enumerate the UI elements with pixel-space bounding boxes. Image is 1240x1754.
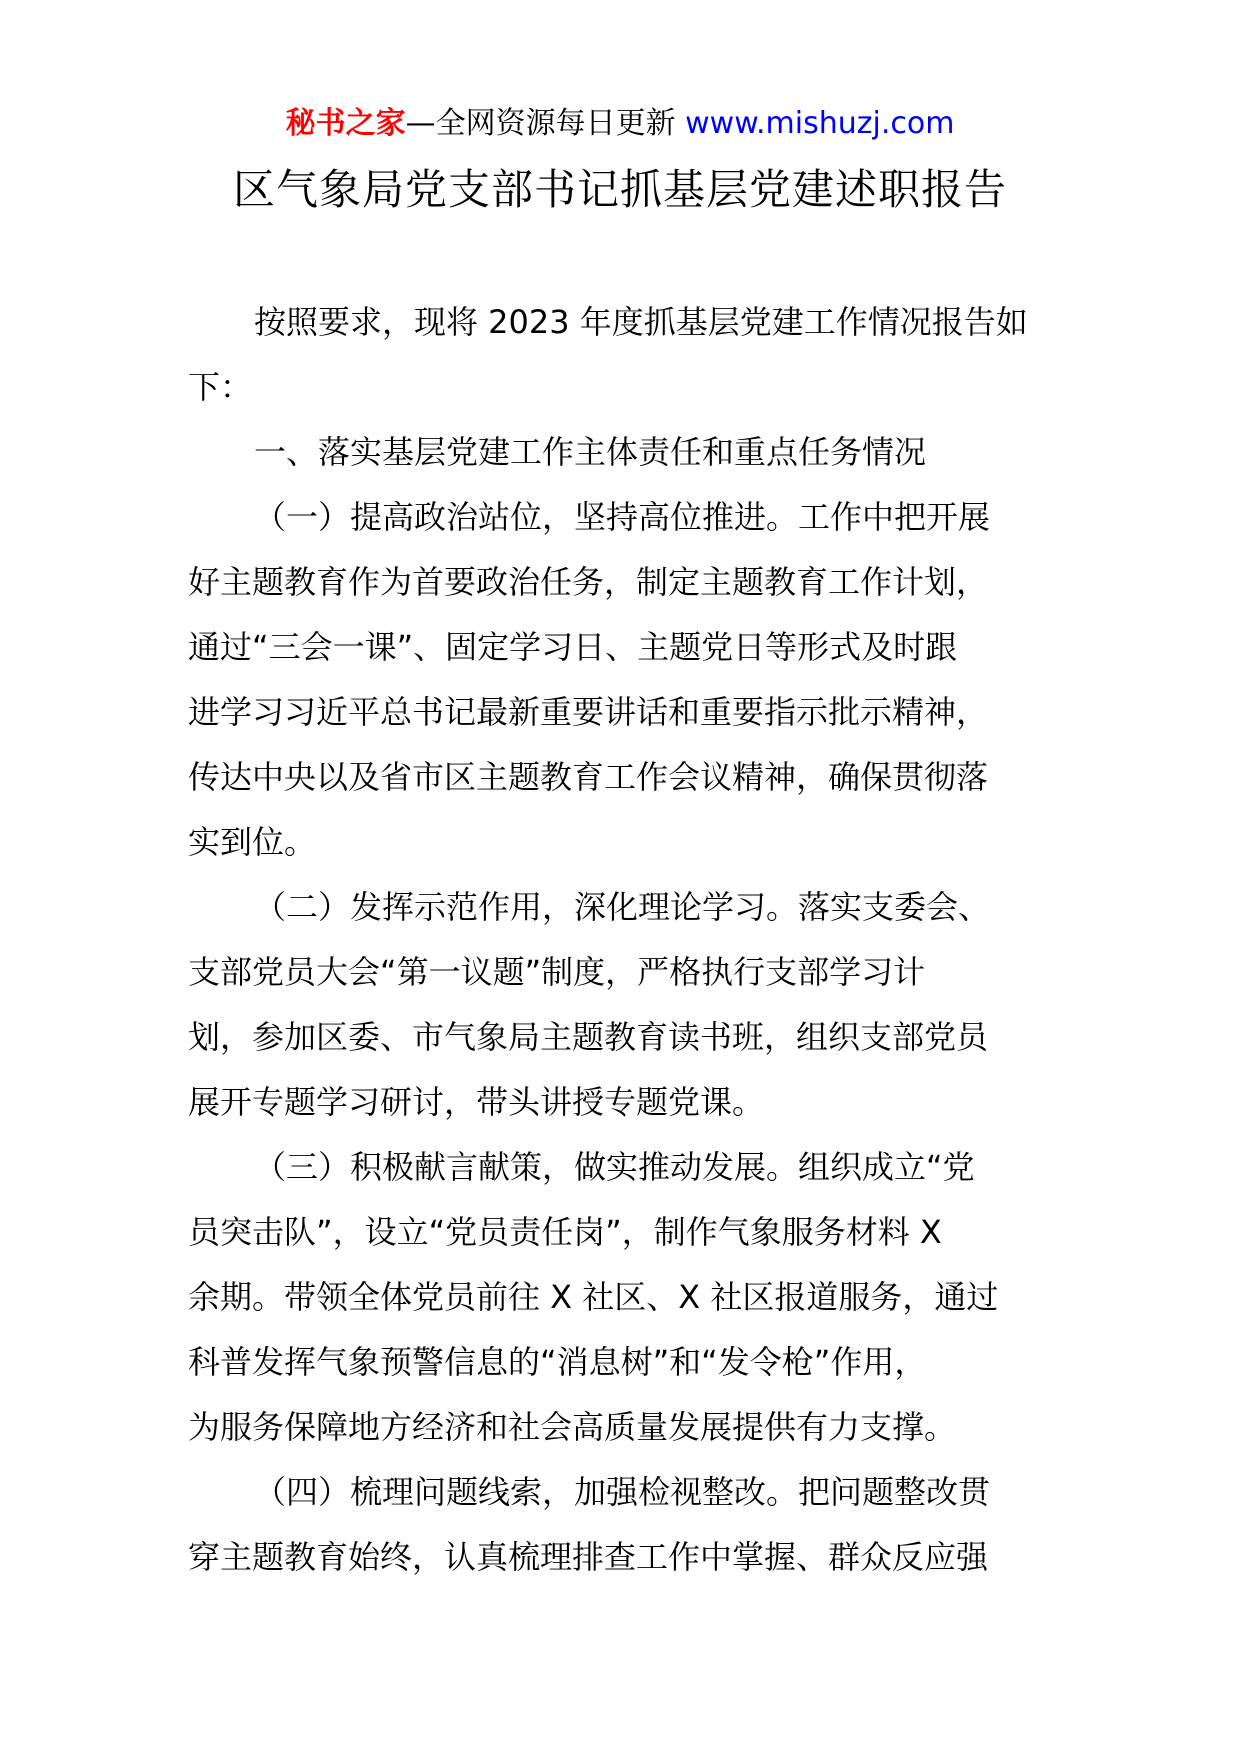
document-title: 区气象局党支部书记抓基层党建述职报告 xyxy=(232,165,1007,214)
text-line: 通过“三会一课”、固定学习日、主题党日等形式及时跟 xyxy=(188,628,958,666)
text-line: 好主题教育作为首要政治任务，制定主题教育工作计划， xyxy=(188,563,989,601)
text-line: 穿主题教育始终，认真梳理排查工作中掌握、群众反应强 xyxy=(188,1538,989,1576)
text-line: 实到位。 xyxy=(188,823,317,861)
site-url-link[interactable]: www.mishuzj.com xyxy=(685,106,955,141)
brand-name: 秘书之家 xyxy=(285,106,406,141)
text-line: 员突击队”，设立“党员责任岗”，制作气象服务材料 X xyxy=(188,1213,942,1251)
text-line: （一）提高政治站位，坚持高位推进。工作中把开展 xyxy=(254,498,991,536)
text-line: 科普发挥气象预警信息的“消息树”和“发令枪”作用， xyxy=(188,1343,927,1381)
text-line: （四）梳理问题线索，加强检视整改。把问题整改贯 xyxy=(254,1473,991,1511)
text-line: 下： xyxy=(188,368,253,406)
text-line: 按照要求，现将 2023 年度抓基层党建工作情况报告如 xyxy=(254,303,1028,341)
text-line: 传达中央以及省市区主题教育工作会议精神，确保贯彻落 xyxy=(188,758,989,796)
site-header xyxy=(0,102,1240,146)
text-line: 余期。带领全体党员前往 X 社区、X 社区报道服务，通过 xyxy=(188,1278,999,1316)
text-line: （三）积极献言献策，做实推动发展。组织成立“党 xyxy=(254,1148,975,1186)
text-line: 进学习习近平总书记最新重要讲话和重要指示批示精神， xyxy=(188,693,989,731)
text-line: （二）发挥示范作用，深化理论学习。落实支委会、 xyxy=(254,888,991,926)
section-heading: 一、落实基层党建工作主体责任和重点任务情况 xyxy=(254,433,927,471)
document-body xyxy=(188,290,1054,1590)
site-tagline: —全网资源每日更新 xyxy=(405,106,676,141)
text-line: 支部党员大会“第一议题”制度，严格执行支部学习计 xyxy=(188,953,926,991)
text-line: 为服务保障地方经济和社会高质量发展提供有力支撑。 xyxy=(188,1408,957,1446)
text-line: 划，参加区委、市气象局主题教育读书班，组织支部党员 xyxy=(188,1018,989,1056)
text-line: 展开专题学习研讨，带头讲授专题党课。 xyxy=(188,1083,765,1121)
